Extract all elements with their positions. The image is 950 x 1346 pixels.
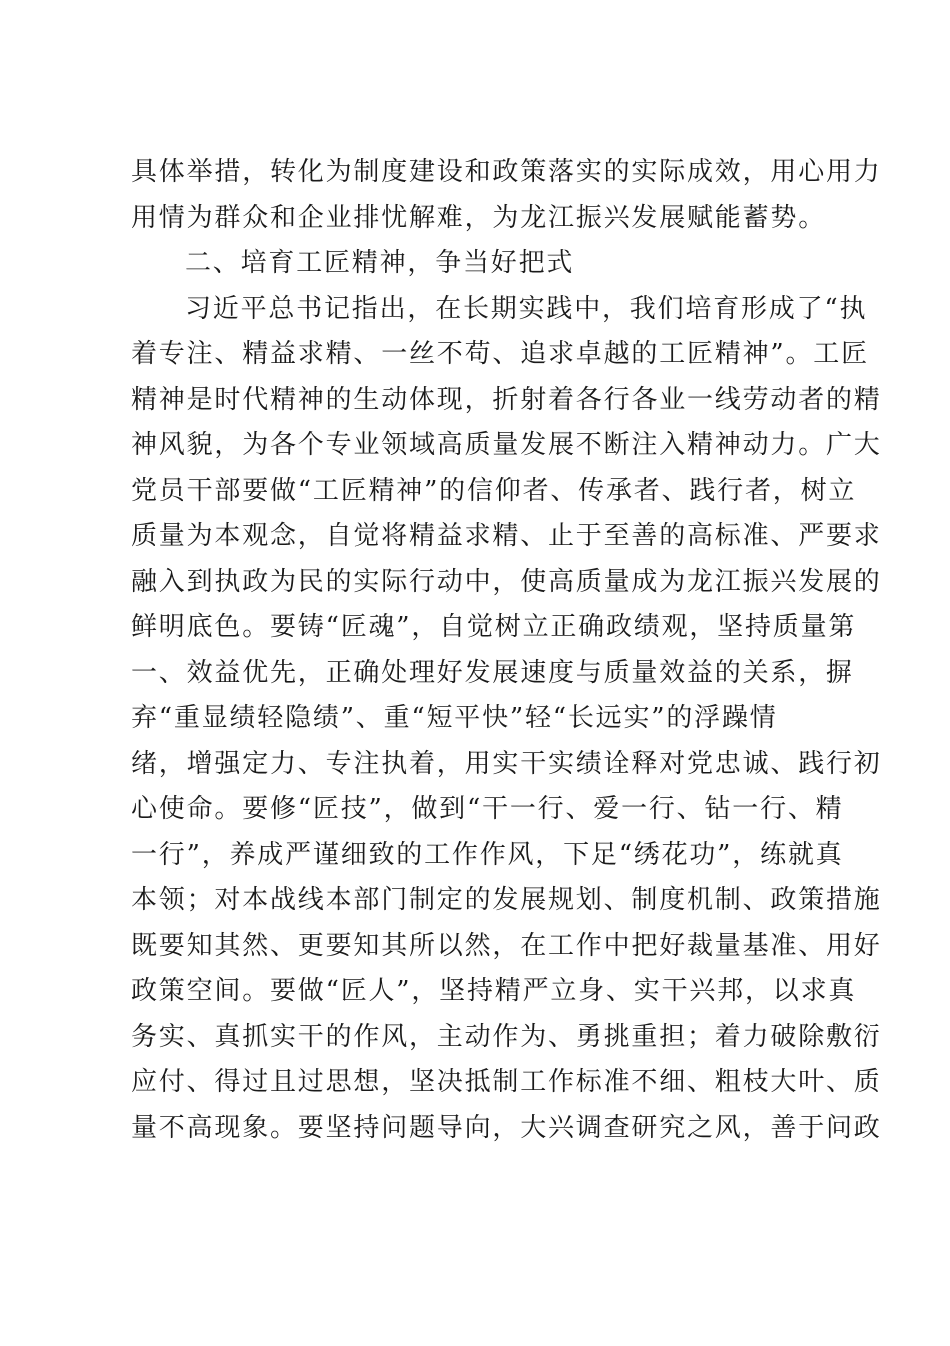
text-line: 用情为群众和企业排忧解难，为龙江振兴发展赋能蓄势。 [131, 202, 827, 233]
text-line: 绪，增强定力、专注执着，用实干实绩诠释对党忠诚、践行初 [131, 748, 882, 779]
text-line: 既要知其然、更要知其所以然，在工作中把好裁量基准、用好 [131, 930, 882, 961]
text-line: 融入到执政为民的实际行动中，使高质量成为龙江振兴发展的 [131, 566, 882, 597]
text-line: 神风貌，为各个专业领域高质量发展不断注入精神动力。广大 [131, 430, 882, 460]
text-line: 精神是时代精神的生动体现，折射着各行各业一线劳动者的精 [131, 384, 882, 415]
text-line: 一行”，养成严谨细致的工作作风，下足“绣花功”，练就真 [131, 839, 844, 870]
body-text [131, 150, 882, 1151]
text-line: 务实、真抓实干的作风，主动作为、勇挑重担；着力破除敷衍 [131, 1021, 882, 1052]
text-line: 应付、得过且过思想，坚决抵制工作标准不细、粗枝大叶、质 [131, 1067, 882, 1097]
text-line: 习近平总书记指出，在长期实践中，我们培育形成了“执 [185, 293, 868, 324]
section-heading: 二、培育工匠精神，争当好把式 [185, 248, 575, 278]
text-line: 党员干部要做“工匠精神”的信仰者、传承者、践行者，树立 [131, 475, 857, 506]
text-line: 心使命。要修“匠技”，做到“干一行、爱一行、钻一行、精 [131, 794, 844, 824]
text-line: 弃“重显绩轻隐绩”、重“短平快”轻“长远实”的浮躁情 [131, 703, 778, 733]
text-line: 政策空间。要做“匠人”，坚持精严立身、实干兴邦，以求真 [131, 976, 857, 1006]
text-line: 着专注、精益求精、一丝不苟、追求卓越的工匠精神”。工匠 [131, 339, 869, 369]
text-line: 本领；对本战线本部门制定的发展规划、制度机制、政策措施 [131, 885, 882, 915]
text-line: 质量为本观念，自觉将精益求精、止于至善的高标准、严要求 [131, 521, 882, 551]
text-line: 鲜明底色。要铸“匠魂”，自觉树立正确政绩观，坚持质量第 [131, 612, 857, 642]
text-line: 量不高现象。要坚持问题导向，大兴调查研究之风，善于问政 [131, 1112, 882, 1143]
text-line: 一、效益优先，正确处理好发展速度与质量效益的关系，摒 [131, 657, 854, 688]
text-line: 具体举措，转化为制度建设和政策落实的实际成效，用心用力 [131, 157, 882, 187]
